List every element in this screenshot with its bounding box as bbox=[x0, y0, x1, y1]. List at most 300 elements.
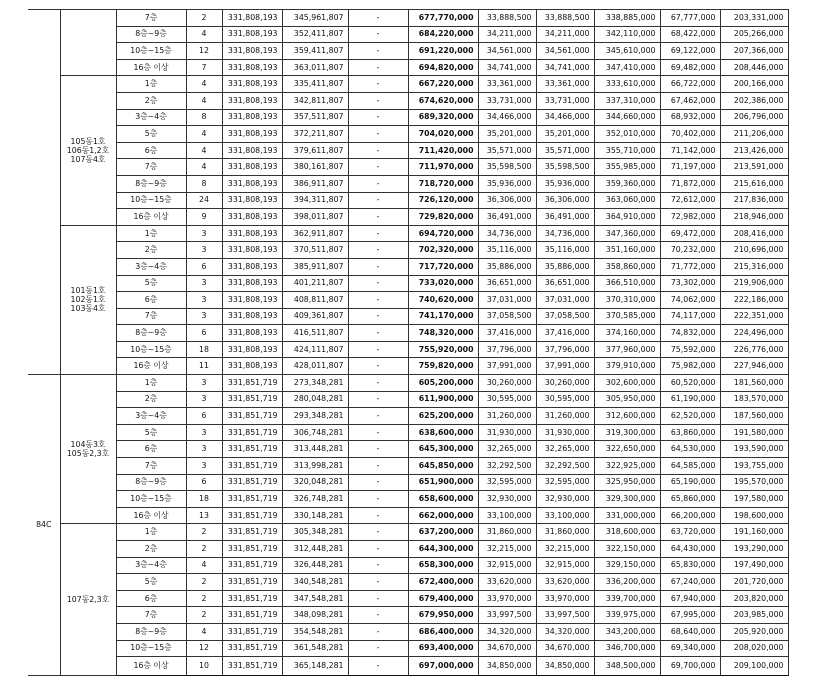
total-cell: 694,820,000 bbox=[408, 59, 478, 76]
c2-cell: 32,292,500 bbox=[536, 458, 594, 475]
floor-cell: 1층 bbox=[116, 524, 186, 541]
c5-cell: 202,386,000 bbox=[720, 92, 788, 109]
c3-cell: 302,600,000 bbox=[594, 375, 660, 392]
building-cell: 313,448,281 bbox=[282, 441, 348, 458]
c3-cell: 333,610,000 bbox=[594, 76, 660, 93]
building-cell: 326,748,281 bbox=[282, 491, 348, 508]
units-cell: 3 bbox=[186, 242, 222, 259]
extra-cell: - bbox=[348, 391, 408, 408]
units-cell: 12 bbox=[186, 43, 222, 60]
table-row bbox=[28, 458, 788, 475]
building-cell: 359,411,807 bbox=[282, 43, 348, 60]
c5-cell: 209,100,000 bbox=[720, 657, 788, 676]
c4-cell: 69,482,000 bbox=[660, 59, 720, 76]
total-cell: 718,720,000 bbox=[408, 175, 478, 192]
c4-cell: 68,932,000 bbox=[660, 109, 720, 126]
floor-cell: 10층~15층 bbox=[116, 43, 186, 60]
housing-type-cell bbox=[28, 10, 60, 375]
c5-cell: 213,591,000 bbox=[720, 159, 788, 176]
c2-cell: 35,886,000 bbox=[536, 258, 594, 275]
c4-cell: 63,860,000 bbox=[660, 424, 720, 441]
c2-cell: 33,731,000 bbox=[536, 92, 594, 109]
table-row bbox=[28, 43, 788, 60]
units-cell: 18 bbox=[186, 491, 222, 508]
c5-cell: 205,920,000 bbox=[720, 623, 788, 640]
total-cell: 691,220,000 bbox=[408, 43, 478, 60]
total-cell: 733,020,000 bbox=[408, 275, 478, 292]
table-row bbox=[28, 192, 788, 209]
c2-cell: 37,796,000 bbox=[536, 341, 594, 358]
total-cell: 759,820,000 bbox=[408, 358, 478, 375]
c1-cell: 34,736,000 bbox=[478, 225, 536, 242]
floor-cell: 10층~15층 bbox=[116, 341, 186, 358]
c3-cell: 329,300,000 bbox=[594, 491, 660, 508]
c1-cell: 33,888,500 bbox=[478, 10, 536, 27]
table-row bbox=[28, 292, 788, 309]
extra-cell: - bbox=[348, 474, 408, 491]
c4-cell: 69,122,000 bbox=[660, 43, 720, 60]
c5-cell: 218,946,000 bbox=[720, 209, 788, 226]
table-row bbox=[28, 640, 788, 657]
c5-cell: 193,290,000 bbox=[720, 541, 788, 558]
c5-cell: 227,946,000 bbox=[720, 358, 788, 375]
total-cell: 686,400,000 bbox=[408, 623, 478, 640]
c5-cell: 203,820,000 bbox=[720, 590, 788, 607]
c3-cell: 366,510,000 bbox=[594, 275, 660, 292]
units-cell: 3 bbox=[186, 308, 222, 325]
c4-cell: 74,062,000 bbox=[660, 292, 720, 309]
extra-cell: - bbox=[348, 574, 408, 591]
c2-cell: 37,031,000 bbox=[536, 292, 594, 309]
land-cell: 331,808,193 bbox=[222, 225, 282, 242]
units-cell: 18 bbox=[186, 341, 222, 358]
c1-cell: 36,651,000 bbox=[478, 275, 536, 292]
c5-cell: 213,426,000 bbox=[720, 142, 788, 159]
c4-cell: 65,830,000 bbox=[660, 557, 720, 574]
floor-cell: 10층~15층 bbox=[116, 491, 186, 508]
units-cell: 24 bbox=[186, 192, 222, 209]
units-cell: 6 bbox=[186, 408, 222, 425]
extra-cell: - bbox=[348, 557, 408, 574]
total-cell: 741,170,000 bbox=[408, 308, 478, 325]
total-cell: 625,200,000 bbox=[408, 408, 478, 425]
extra-cell: - bbox=[348, 225, 408, 242]
floor-cell: 2층 bbox=[116, 92, 186, 109]
land-cell: 331,808,193 bbox=[222, 109, 282, 126]
table-row bbox=[28, 275, 788, 292]
units-cell: 4 bbox=[186, 92, 222, 109]
c4-cell: 73,302,000 bbox=[660, 275, 720, 292]
c4-cell: 72,982,000 bbox=[660, 209, 720, 226]
c4-cell: 74,117,000 bbox=[660, 308, 720, 325]
floor-cell: 8층~9층 bbox=[116, 325, 186, 342]
c5-cell: 224,496,000 bbox=[720, 325, 788, 342]
c5-cell: 219,906,000 bbox=[720, 275, 788, 292]
land-cell: 331,851,719 bbox=[222, 408, 282, 425]
extra-cell: - bbox=[348, 209, 408, 226]
building-cell: 362,911,807 bbox=[282, 225, 348, 242]
c2-cell: 34,466,000 bbox=[536, 109, 594, 126]
c3-cell: 377,960,000 bbox=[594, 341, 660, 358]
c2-cell: 35,598,500 bbox=[536, 159, 594, 176]
building-cell: 320,048,281 bbox=[282, 474, 348, 491]
building-cell: 347,548,281 bbox=[282, 590, 348, 607]
c3-cell: 346,700,000 bbox=[594, 640, 660, 657]
c3-cell: 337,310,000 bbox=[594, 92, 660, 109]
land-cell: 331,851,719 bbox=[222, 590, 282, 607]
c5-cell: 193,755,000 bbox=[720, 458, 788, 475]
extra-cell: - bbox=[348, 341, 408, 358]
c2-cell: 31,930,000 bbox=[536, 424, 594, 441]
total-cell: 704,020,000 bbox=[408, 126, 478, 143]
land-cell: 331,851,719 bbox=[222, 424, 282, 441]
c4-cell: 69,340,000 bbox=[660, 640, 720, 657]
extra-cell: - bbox=[348, 623, 408, 640]
floor-cell: 8층~9층 bbox=[116, 623, 186, 640]
building-cell: 379,611,807 bbox=[282, 142, 348, 159]
total-cell: 638,600,000 bbox=[408, 424, 478, 441]
c5-cell: 210,696,000 bbox=[720, 242, 788, 259]
total-cell: 702,320,000 bbox=[408, 242, 478, 259]
extra-cell: - bbox=[348, 258, 408, 275]
units-cell: 9 bbox=[186, 209, 222, 226]
land-cell: 331,851,719 bbox=[222, 640, 282, 657]
total-cell: 679,400,000 bbox=[408, 590, 478, 607]
units-cell: 3 bbox=[186, 275, 222, 292]
c3-cell: 322,150,000 bbox=[594, 541, 660, 558]
table-row bbox=[28, 358, 788, 375]
extra-cell: - bbox=[348, 441, 408, 458]
total-cell: 711,420,000 bbox=[408, 142, 478, 159]
building-cell: 340,548,281 bbox=[282, 574, 348, 591]
c1-cell: 34,670,000 bbox=[478, 640, 536, 657]
land-cell: 331,851,719 bbox=[222, 607, 282, 624]
total-cell: 693,400,000 bbox=[408, 640, 478, 657]
floor-cell: 6층 bbox=[116, 441, 186, 458]
c3-cell: 322,650,000 bbox=[594, 441, 660, 458]
table-row bbox=[28, 491, 788, 508]
c2-cell: 36,491,000 bbox=[536, 209, 594, 226]
total-cell: 667,220,000 bbox=[408, 76, 478, 93]
c3-cell: 322,925,000 bbox=[594, 458, 660, 475]
dong-cell bbox=[60, 375, 116, 524]
c1-cell: 30,260,000 bbox=[478, 375, 536, 392]
table-row bbox=[28, 657, 788, 676]
c4-cell: 65,190,000 bbox=[660, 474, 720, 491]
building-cell: 398,011,807 bbox=[282, 209, 348, 226]
units-cell: 2 bbox=[186, 607, 222, 624]
c2-cell: 33,888,500 bbox=[536, 10, 594, 27]
c4-cell: 71,772,000 bbox=[660, 258, 720, 275]
table-row bbox=[28, 541, 788, 558]
c1-cell: 35,886,000 bbox=[478, 258, 536, 275]
extra-cell: - bbox=[348, 491, 408, 508]
c3-cell: 339,700,000 bbox=[594, 590, 660, 607]
land-cell: 331,808,193 bbox=[222, 159, 282, 176]
c3-cell: 347,410,000 bbox=[594, 59, 660, 76]
land-cell: 331,851,719 bbox=[222, 441, 282, 458]
total-cell: 672,400,000 bbox=[408, 574, 478, 591]
c2-cell: 37,416,000 bbox=[536, 325, 594, 342]
c4-cell: 69,700,000 bbox=[660, 657, 720, 676]
c5-cell: 195,570,000 bbox=[720, 474, 788, 491]
c5-cell: 203,331,000 bbox=[720, 10, 788, 27]
extra-cell: - bbox=[348, 92, 408, 109]
c5-cell: 201,720,000 bbox=[720, 574, 788, 591]
c3-cell: 325,950,000 bbox=[594, 474, 660, 491]
land-cell: 331,808,193 bbox=[222, 341, 282, 358]
c5-cell: 197,580,000 bbox=[720, 491, 788, 508]
c3-cell: 355,985,000 bbox=[594, 159, 660, 176]
c3-cell: 342,110,000 bbox=[594, 26, 660, 43]
c4-cell: 68,422,000 bbox=[660, 26, 720, 43]
c1-cell: 30,595,000 bbox=[478, 391, 536, 408]
table-row bbox=[28, 607, 788, 624]
c2-cell: 36,651,000 bbox=[536, 275, 594, 292]
extra-cell: - bbox=[348, 26, 408, 43]
units-cell: 6 bbox=[186, 325, 222, 342]
c2-cell: 34,670,000 bbox=[536, 640, 594, 657]
c2-cell: 34,561,000 bbox=[536, 43, 594, 60]
land-cell: 331,851,719 bbox=[222, 375, 282, 392]
table-row bbox=[28, 308, 788, 325]
floor-cell: 8층~9층 bbox=[116, 26, 186, 43]
c2-cell: 37,058,500 bbox=[536, 308, 594, 325]
c4-cell: 74,832,000 bbox=[660, 325, 720, 342]
building-cell: 409,361,807 bbox=[282, 308, 348, 325]
c5-cell: 222,351,000 bbox=[720, 308, 788, 325]
c3-cell: 352,010,000 bbox=[594, 126, 660, 143]
floor-cell: 16층 이상 bbox=[116, 59, 186, 76]
floor-cell: 3층~4층 bbox=[116, 258, 186, 275]
dong-line: 103동4호 bbox=[70, 304, 106, 314]
extra-cell: - bbox=[348, 524, 408, 541]
c1-cell: 34,211,000 bbox=[478, 26, 536, 43]
land-cell: 331,808,193 bbox=[222, 292, 282, 309]
building-cell: 428,011,807 bbox=[282, 358, 348, 375]
c1-cell: 33,970,000 bbox=[478, 590, 536, 607]
c3-cell: 331,000,000 bbox=[594, 507, 660, 524]
extra-cell: - bbox=[348, 175, 408, 192]
c4-cell: 62,520,000 bbox=[660, 408, 720, 425]
c3-cell: 347,360,000 bbox=[594, 225, 660, 242]
c2-cell: 36,306,000 bbox=[536, 192, 594, 209]
dong-line: 102동1호 bbox=[70, 295, 106, 305]
c3-cell: 319,300,000 bbox=[594, 424, 660, 441]
floor-cell: 16층 이상 bbox=[116, 358, 186, 375]
table-row bbox=[28, 375, 788, 392]
c5-cell: 203,985,000 bbox=[720, 607, 788, 624]
c5-cell: 208,020,000 bbox=[720, 640, 788, 657]
c1-cell: 32,265,000 bbox=[478, 441, 536, 458]
floor-cell: 8층~9층 bbox=[116, 175, 186, 192]
extra-cell: - bbox=[348, 59, 408, 76]
total-cell: 662,000,000 bbox=[408, 507, 478, 524]
floor-cell: 7층 bbox=[116, 458, 186, 475]
total-cell: 697,000,000 bbox=[408, 657, 478, 676]
c1-cell: 35,201,000 bbox=[478, 126, 536, 143]
building-cell: 342,811,807 bbox=[282, 92, 348, 109]
units-cell: 4 bbox=[186, 159, 222, 176]
extra-cell: - bbox=[348, 375, 408, 392]
building-cell: 386,911,807 bbox=[282, 175, 348, 192]
table-row bbox=[28, 341, 788, 358]
building-cell: 312,448,281 bbox=[282, 541, 348, 558]
c2-cell: 30,595,000 bbox=[536, 391, 594, 408]
c4-cell: 75,592,000 bbox=[660, 341, 720, 358]
c5-cell: 215,616,000 bbox=[720, 175, 788, 192]
c1-cell: 31,860,000 bbox=[478, 524, 536, 541]
units-cell: 3 bbox=[186, 225, 222, 242]
dong-line: 107동4호 bbox=[70, 155, 106, 165]
floor-cell: 6층 bbox=[116, 292, 186, 309]
units-cell: 2 bbox=[186, 541, 222, 558]
extra-cell: - bbox=[348, 657, 408, 676]
c3-cell: 329,150,000 bbox=[594, 557, 660, 574]
c2-cell: 32,915,000 bbox=[536, 557, 594, 574]
total-cell: 605,200,000 bbox=[408, 375, 478, 392]
building-cell: 345,961,807 bbox=[282, 10, 348, 27]
c4-cell: 64,430,000 bbox=[660, 541, 720, 558]
land-cell: 331,808,193 bbox=[222, 192, 282, 209]
total-cell: 694,720,000 bbox=[408, 225, 478, 242]
land-cell: 331,808,193 bbox=[222, 358, 282, 375]
total-cell: 645,300,000 bbox=[408, 441, 478, 458]
c1-cell: 31,260,000 bbox=[478, 408, 536, 425]
building-cell: 326,448,281 bbox=[282, 557, 348, 574]
c4-cell: 65,860,000 bbox=[660, 491, 720, 508]
c5-cell: 211,206,000 bbox=[720, 126, 788, 143]
floor-cell: 16층 이상 bbox=[116, 657, 186, 676]
units-cell: 11 bbox=[186, 358, 222, 375]
dong-line: 104동3호 bbox=[70, 440, 106, 450]
dong-line: 105동2,3호 bbox=[66, 449, 110, 459]
c3-cell: 305,950,000 bbox=[594, 391, 660, 408]
c4-cell: 71,872,000 bbox=[660, 175, 720, 192]
floor-cell: 5층 bbox=[116, 574, 186, 591]
c3-cell: 370,585,000 bbox=[594, 308, 660, 325]
table-row bbox=[28, 142, 788, 159]
floor-cell: 5층 bbox=[116, 275, 186, 292]
c5-cell: 197,490,000 bbox=[720, 557, 788, 574]
table-row bbox=[28, 26, 788, 43]
dong-line: 101동1호 bbox=[70, 286, 106, 296]
c5-cell: 183,570,000 bbox=[720, 391, 788, 408]
land-cell: 331,851,719 bbox=[222, 623, 282, 640]
building-cell: 372,211,807 bbox=[282, 126, 348, 143]
land-cell: 331,808,193 bbox=[222, 258, 282, 275]
extra-cell: - bbox=[348, 292, 408, 309]
c2-cell: 35,571,000 bbox=[536, 142, 594, 159]
building-cell: 348,098,281 bbox=[282, 607, 348, 624]
land-cell: 331,851,719 bbox=[222, 574, 282, 591]
table-row bbox=[28, 10, 788, 27]
extra-cell: - bbox=[348, 109, 408, 126]
floor-cell: 8층~9층 bbox=[116, 474, 186, 491]
building-cell: 293,348,281 bbox=[282, 408, 348, 425]
c2-cell: 32,215,000 bbox=[536, 541, 594, 558]
building-cell: 370,511,807 bbox=[282, 242, 348, 259]
c4-cell: 61,190,000 bbox=[660, 391, 720, 408]
extra-cell: - bbox=[348, 424, 408, 441]
floor-cell: 5층 bbox=[116, 424, 186, 441]
total-cell: 644,300,000 bbox=[408, 541, 478, 558]
c3-cell: 364,910,000 bbox=[594, 209, 660, 226]
table-row bbox=[28, 441, 788, 458]
extra-cell: - bbox=[348, 640, 408, 657]
land-cell: 331,851,719 bbox=[222, 458, 282, 475]
table-row bbox=[28, 524, 788, 541]
table-row bbox=[28, 408, 788, 425]
c4-cell: 69,472,000 bbox=[660, 225, 720, 242]
c3-cell: 338,885,000 bbox=[594, 10, 660, 27]
floor-cell: 7층 bbox=[116, 308, 186, 325]
c4-cell: 72,612,000 bbox=[660, 192, 720, 209]
floor-cell: 7층 bbox=[116, 159, 186, 176]
c5-cell: 206,796,000 bbox=[720, 109, 788, 126]
table-row bbox=[28, 623, 788, 640]
table-row bbox=[28, 225, 788, 242]
units-cell: 4 bbox=[186, 623, 222, 640]
c2-cell: 33,100,000 bbox=[536, 507, 594, 524]
c4-cell: 64,585,000 bbox=[660, 458, 720, 475]
c4-cell: 67,940,000 bbox=[660, 590, 720, 607]
units-cell: 2 bbox=[186, 524, 222, 541]
c1-cell: 33,620,000 bbox=[478, 574, 536, 591]
c3-cell: 312,600,000 bbox=[594, 408, 660, 425]
c1-cell: 31,930,000 bbox=[478, 424, 536, 441]
c1-cell: 37,058,500 bbox=[478, 308, 536, 325]
c1-cell: 33,361,000 bbox=[478, 76, 536, 93]
c5-cell: 208,446,000 bbox=[720, 59, 788, 76]
c3-cell: 379,910,000 bbox=[594, 358, 660, 375]
c1-cell: 35,571,000 bbox=[478, 142, 536, 159]
c3-cell: 370,310,000 bbox=[594, 292, 660, 309]
c2-cell: 35,201,000 bbox=[536, 126, 594, 143]
c1-cell: 32,915,000 bbox=[478, 557, 536, 574]
table-row bbox=[28, 59, 788, 76]
c3-cell: 374,160,000 bbox=[594, 325, 660, 342]
building-cell: 280,048,281 bbox=[282, 391, 348, 408]
extra-cell: - bbox=[348, 590, 408, 607]
building-cell: 424,111,807 bbox=[282, 341, 348, 358]
units-cell: 3 bbox=[186, 292, 222, 309]
land-cell: 331,851,719 bbox=[222, 474, 282, 491]
c4-cell: 75,982,000 bbox=[660, 358, 720, 375]
c1-cell: 37,991,000 bbox=[478, 358, 536, 375]
c1-cell: 34,850,000 bbox=[478, 657, 536, 676]
c2-cell: 33,361,000 bbox=[536, 76, 594, 93]
land-cell: 331,808,193 bbox=[222, 43, 282, 60]
extra-cell: - bbox=[348, 242, 408, 259]
c2-cell: 34,850,000 bbox=[536, 657, 594, 676]
c3-cell: 359,360,000 bbox=[594, 175, 660, 192]
extra-cell: - bbox=[348, 10, 408, 27]
c3-cell: 339,975,000 bbox=[594, 607, 660, 624]
units-cell: 3 bbox=[186, 458, 222, 475]
extra-cell: - bbox=[348, 607, 408, 624]
floor-cell: 5층 bbox=[116, 126, 186, 143]
extra-cell: - bbox=[348, 458, 408, 475]
c4-cell: 60,520,000 bbox=[660, 375, 720, 392]
c5-cell: 208,416,000 bbox=[720, 225, 788, 242]
c3-cell: 344,660,000 bbox=[594, 109, 660, 126]
building-cell: 306,748,281 bbox=[282, 424, 348, 441]
c1-cell: 33,731,000 bbox=[478, 92, 536, 109]
table-row bbox=[28, 474, 788, 491]
c3-cell: 363,060,000 bbox=[594, 192, 660, 209]
c4-cell: 67,240,000 bbox=[660, 574, 720, 591]
